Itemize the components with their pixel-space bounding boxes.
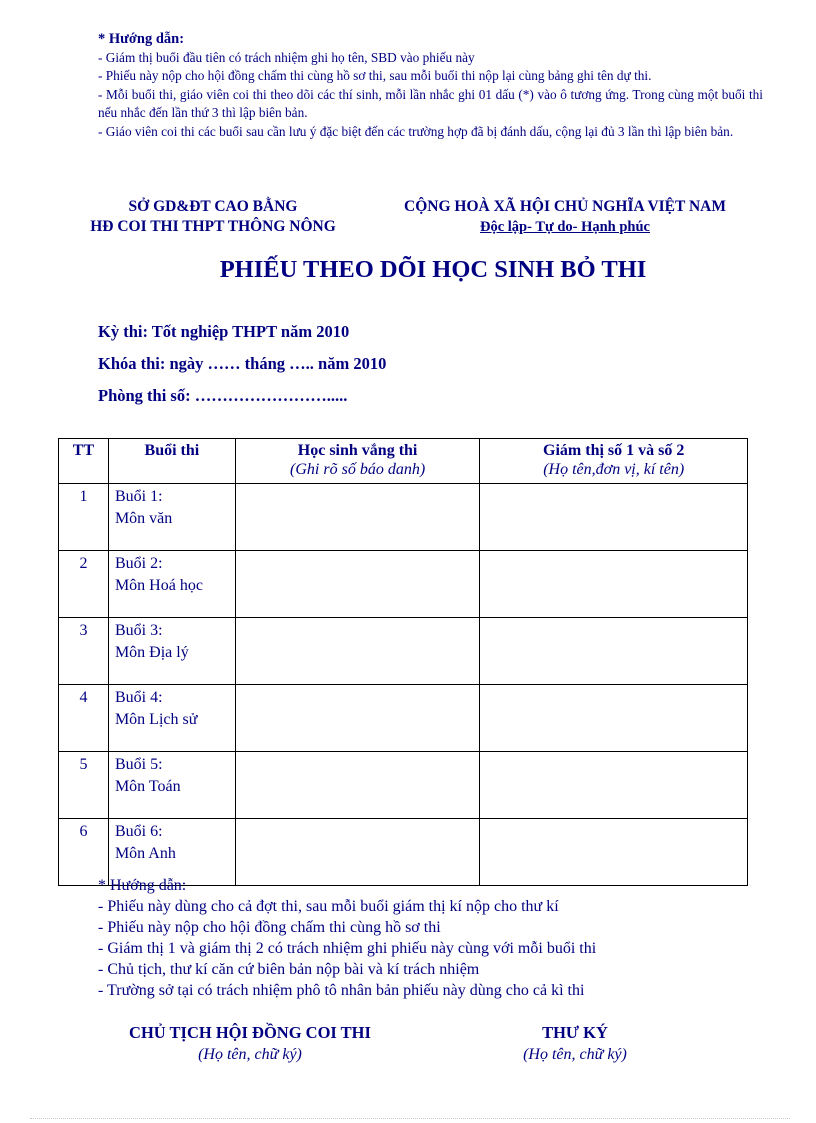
table-row xyxy=(59,685,748,752)
authority-council: HĐ COI THI THPT THÔNG NÔNG xyxy=(90,218,336,235)
subject-label: Môn Anh xyxy=(114,845,176,862)
session-cell xyxy=(108,484,235,551)
issuing-authority xyxy=(60,197,366,237)
session-label: Buổi 3: xyxy=(114,622,163,639)
subject-label: Môn Hoá học xyxy=(114,577,203,594)
absent-students-cell[interactable] xyxy=(235,484,480,551)
chairman-signature-block xyxy=(90,1022,410,1066)
proctors-cell[interactable] xyxy=(480,752,748,819)
bottom-instruction-line: - Phiếu này dùng cho cả đợt thi, sau mỗi buổi giám thị kí nộp cho thư kí xyxy=(98,898,559,915)
subject-label: Môn Địa lý xyxy=(114,644,189,661)
page-bottom-divider xyxy=(30,1118,790,1119)
row-number: 2 xyxy=(59,551,109,618)
secretary-signature-block xyxy=(470,1022,680,1066)
absent-students-cell[interactable] xyxy=(235,551,480,618)
absence-table xyxy=(58,438,748,886)
table-row xyxy=(59,618,748,685)
proctors-cell[interactable] xyxy=(480,484,748,551)
table-row xyxy=(59,752,748,819)
row-number: 3 xyxy=(59,618,109,685)
country-name: CỘNG HOÀ XÃ HỘI CHỦ NGHĨA VIỆT NAM xyxy=(404,198,726,215)
motto-slogan: Độc lập- Tự do- Hạnh phúc xyxy=(480,219,650,235)
top-instruction-line: - Giám thị buổi đầu tiên có trách nhiệm ghi họ tên, SBD vào phiếu này xyxy=(98,49,475,65)
session-label: Buổi 5: xyxy=(114,756,163,773)
top-instructions-heading: * Hướng dẫn: xyxy=(98,31,185,47)
chairman-signature-hint: (Họ tên, chữ ký) xyxy=(198,1046,302,1063)
national-motto xyxy=(370,197,760,237)
header-absent-students-label: Học sinh vắng thi xyxy=(297,442,418,459)
table-row xyxy=(59,484,748,551)
header-absent-students-note: (Ghi rõ số báo danh) xyxy=(290,461,426,478)
header-absent-students xyxy=(235,439,480,484)
bottom-instructions-heading: * Hướng dẫn: xyxy=(98,877,187,894)
bottom-instruction-line: - Phiếu này nộp cho hội đồng chấm thi cùng hồ sơ thi xyxy=(98,919,441,936)
absent-students-cell[interactable] xyxy=(235,752,480,819)
session-label: Buổi 1: xyxy=(114,488,163,505)
proctors-cell[interactable] xyxy=(480,685,748,752)
proctors-cell[interactable] xyxy=(480,618,748,685)
bottom-instruction-line: - Giám thị 1 và giám thị 2 có trách nhiệm ghi phiếu này cùng với mỗi buổi thi xyxy=(98,940,597,957)
row-number: 6 xyxy=(59,819,109,886)
session-label: Buổi 4: xyxy=(114,689,163,706)
proctors-cell[interactable] xyxy=(480,551,748,618)
bottom-instructions xyxy=(98,875,738,1001)
header-session: Buổi thi xyxy=(108,439,235,484)
header-proctors xyxy=(480,439,748,484)
absent-students-cell[interactable] xyxy=(235,618,480,685)
session-cell xyxy=(108,685,235,752)
subject-label: Môn Toán xyxy=(114,778,181,795)
exam-date: Khóa thi: ngày …… tháng ….. năm 2010 xyxy=(98,354,387,373)
session-label: Buổi 6: xyxy=(114,823,163,840)
absent-students-cell[interactable] xyxy=(235,685,480,752)
header-proctors-label: Giám thị số 1 và số 2 xyxy=(543,442,685,459)
session-cell xyxy=(108,618,235,685)
row-number: 4 xyxy=(59,685,109,752)
bottom-instruction-line: - Trường sở tại có trách nhiệm phô tô nhân bản phiếu này dùng cho cả kì thi xyxy=(98,982,585,999)
top-instruction-line: - Mỗi buổi thi, giáo viên coi thi theo dõi các thí sinh, mỗi lần nhắc ghi 01 dấu (*) vào ô tương ứng. Trong cùng một buổi thi nếu nhắc đến lần thứ 3 thì lập biên bản. xyxy=(98,86,763,121)
subject-label: Môn văn xyxy=(114,510,173,527)
row-number: 1 xyxy=(59,484,109,551)
header-proctors-note: (Họ tên,đơn vị, kí tên) xyxy=(543,461,685,478)
top-instruction-line: - Phiếu này nộp cho hội đồng chấm thi cùng hồ sơ thi, sau mỗi buổi thi nộp lại cùng bảng ghi tên dự thi. xyxy=(98,68,652,84)
subject-label: Môn Lịch sử xyxy=(114,711,198,728)
exam-room: Phòng thi số: ……………………..... xyxy=(98,386,348,405)
session-label: Buổi 2: xyxy=(114,555,163,572)
exam-name: Kỳ thi: Tốt nghiệp THPT năm 2010 xyxy=(98,322,350,341)
secretary-signature-hint: (Họ tên, chữ ký) xyxy=(523,1046,627,1063)
row-number: 5 xyxy=(59,752,109,819)
table-header-row xyxy=(59,439,748,484)
session-cell xyxy=(108,752,235,819)
header-tt: TT xyxy=(59,439,109,484)
bottom-instruction-line: - Chủ tịch, thư kí căn cứ biên bản nộp bài và kí trách nhiệm xyxy=(98,961,480,978)
table-row xyxy=(59,551,748,618)
secretary-title: THƯ KÝ xyxy=(542,1023,608,1042)
page-title: PHIẾU THEO DÕI HỌC SINH BỎ THI xyxy=(219,256,647,283)
session-cell xyxy=(108,551,235,618)
authority-department: SỞ GD&ĐT CAO BẰNG xyxy=(128,198,298,215)
chairman-title: CHỦ TỊCH HỘI ĐỒNG COI THI xyxy=(129,1023,371,1042)
top-instruction-line: - Giáo viên coi thi các buổi sau cần lưu ý đặc biệt đến các trường hợp đã bị đánh dấu, cộng lại đủ 3 lần thì lập biên bản. xyxy=(98,123,734,139)
top-instructions xyxy=(98,30,763,142)
